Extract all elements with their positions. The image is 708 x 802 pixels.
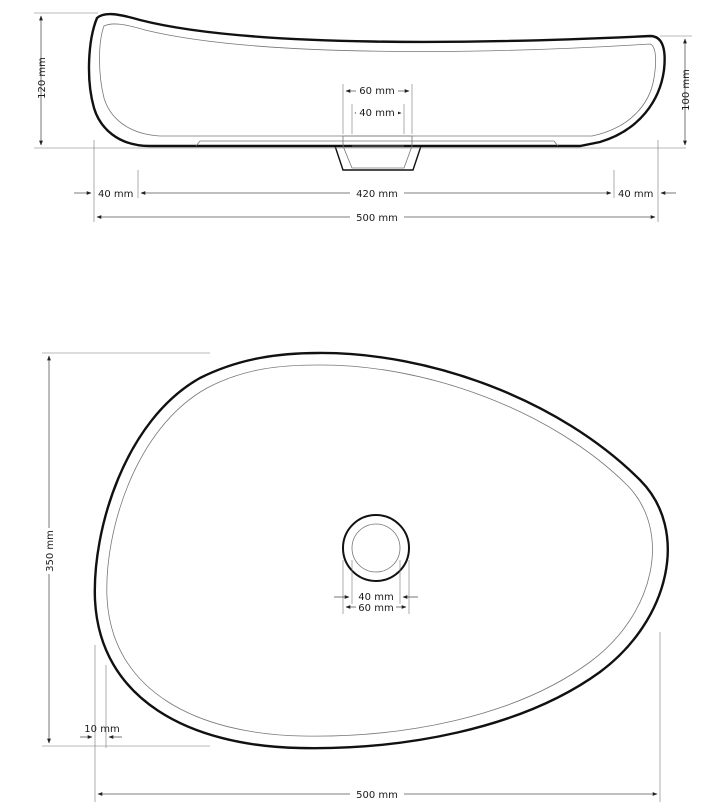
dim-top-total-width-label: 500 mm xyxy=(356,790,398,801)
top-basin-outline xyxy=(95,353,668,748)
dim-base-width-label: 420 mm xyxy=(356,189,398,200)
dim-side-total-width-label: 500 mm xyxy=(356,213,398,224)
dim-drain-outer-label: 60 mm xyxy=(359,86,395,97)
top-basin-inner-line xyxy=(107,365,653,736)
dim-top-drain-inner-label: 40 mm xyxy=(358,592,394,603)
top-view xyxy=(42,353,668,802)
dim-top-drain-outer-label: 60 mm xyxy=(358,603,394,614)
dim-wall-thickness-label: 10 mm xyxy=(84,724,120,735)
side-basin-outline xyxy=(89,14,665,146)
dim-rim-right-label: 40 mm xyxy=(618,189,654,200)
side-view xyxy=(34,13,692,224)
dim-height-inner-label: 100 mm xyxy=(681,69,692,111)
top-drain-outer xyxy=(343,515,409,581)
dim-depth-label: 350 mm xyxy=(45,530,56,572)
top-drain-inner xyxy=(352,524,400,572)
dim-drain-inner-label: 40 mm xyxy=(359,108,395,119)
dim-height-total-label: 120 mm xyxy=(37,57,48,99)
dim-rim-left-label: 40 mm xyxy=(98,189,134,200)
